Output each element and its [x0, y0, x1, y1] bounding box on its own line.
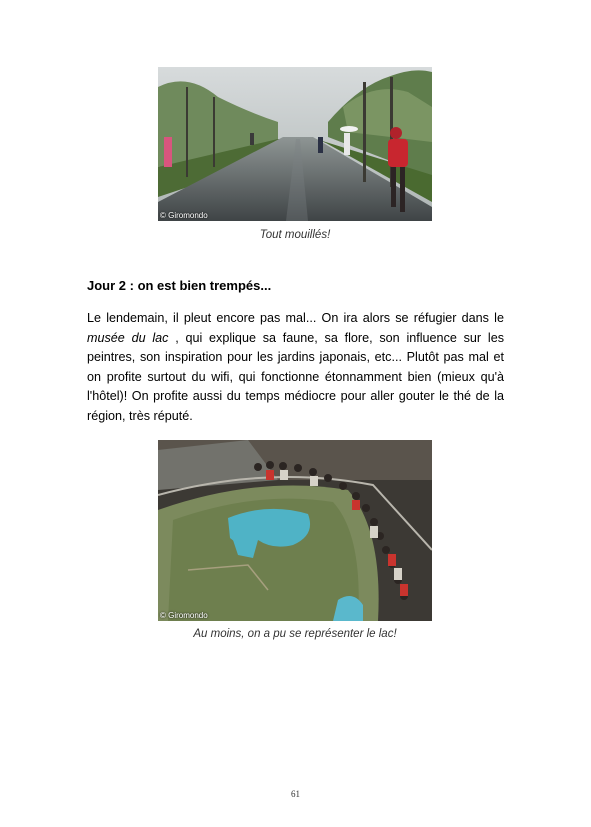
- photo-caption: Tout mouillés!: [259, 229, 331, 241]
- museum-name: musée du lac: [87, 330, 169, 345]
- photo-credit: © Giromondo: [160, 611, 208, 620]
- photo-caption: Au moins, on a pu se représenter le lac!: [193, 628, 397, 640]
- body-paragraph: [87, 309, 504, 427]
- paragraph-text-continued: , qui explique sa faune, sa flore, son influence sur les peintres, son inspiration pour les jardins japonais, etc... Plutôt pas mal et on profite surtout du wifi, qui fonctionne étonnamment bien (mieux qu'à l'hôtel)! On profite aussi du temps médiocre pour aller gouter le thé de la région, très réputé.: [87, 330, 504, 423]
- section-heading: Jour 2 : on est bien trempés...: [87, 278, 272, 293]
- rainy-road-photo: [158, 67, 432, 221]
- page-number: 61: [291, 789, 300, 799]
- paragraph-text: Le lendemain, il pleut encore pas mal... On ira alors se réfugier dans le: [87, 311, 504, 325]
- lake-model-photo: [158, 440, 432, 621]
- photo-credit: © Giromondo: [160, 211, 208, 220]
